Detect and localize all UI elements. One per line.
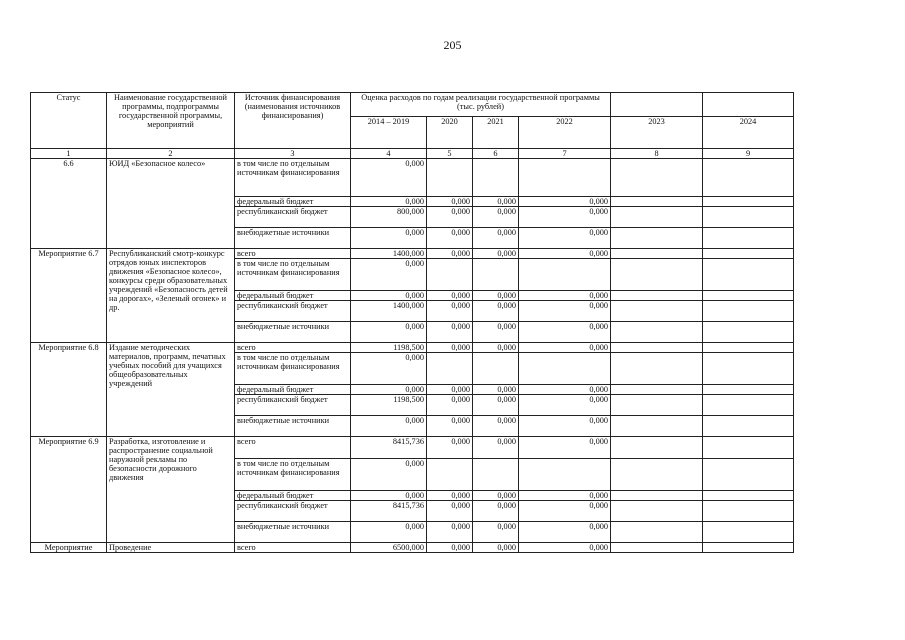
source-cell: внебюджетные источники (235, 322, 351, 343)
source-cell: республиканский бюджет (235, 501, 351, 522)
value-cell: 0,000 (519, 543, 611, 553)
value-cell: 0,000 (473, 385, 519, 395)
value-cell (703, 322, 794, 343)
value-cell (611, 197, 703, 207)
value-cell: 0,000 (427, 228, 473, 249)
value-cell (611, 543, 703, 553)
name-cell: Проведение (107, 543, 235, 553)
value-cell: 0,000 (427, 322, 473, 343)
value-cell: 0,000 (519, 395, 611, 416)
source-cell: в том числе по отдельным источникам финансирования (235, 259, 351, 291)
value-cell: 0,000 (519, 522, 611, 543)
value-cell (703, 437, 794, 459)
source-cell: республиканский бюджет (235, 207, 351, 228)
value-cell: 0,000 (351, 416, 427, 437)
value-cell (611, 501, 703, 522)
value-cell (519, 353, 611, 385)
value-cell: 0,000 (473, 301, 519, 322)
value-cell: 0,000 (427, 416, 473, 437)
value-cell: 0,000 (351, 228, 427, 249)
value-cell: 8415,736 (351, 501, 427, 522)
value-cell: 0,000 (427, 385, 473, 395)
value-cell: 0,000 (473, 437, 519, 459)
value-cell (703, 353, 794, 385)
value-cell (611, 291, 703, 301)
value-cell (611, 322, 703, 343)
column-index: 1 (31, 149, 107, 159)
value-cell (519, 159, 611, 197)
value-cell (703, 416, 794, 437)
value-cell (611, 353, 703, 385)
value-cell: 0,000 (473, 501, 519, 522)
value-cell (611, 207, 703, 228)
value-cell: 0,000 (427, 291, 473, 301)
header-blank (611, 93, 703, 117)
column-index: 8 (611, 149, 703, 159)
value-cell: 0,000 (427, 343, 473, 353)
value-cell: 0,000 (473, 395, 519, 416)
source-cell: республиканский бюджет (235, 395, 351, 416)
value-cell: 0,000 (519, 228, 611, 249)
value-cell: 0,000 (519, 501, 611, 522)
value-cell: 0,000 (473, 291, 519, 301)
value-cell: 0,000 (351, 491, 427, 501)
value-cell (611, 385, 703, 395)
value-cell: 0,000 (351, 459, 427, 491)
value-cell: 0,000 (427, 395, 473, 416)
value-cell: 0,000 (473, 491, 519, 501)
value-cell (703, 522, 794, 543)
source-cell: внебюджетные источники (235, 522, 351, 543)
value-cell: 0,000 (519, 491, 611, 501)
value-cell (703, 249, 794, 259)
value-cell (703, 491, 794, 501)
source-cell: всего (235, 249, 351, 259)
value-cell: 0,000 (427, 207, 473, 228)
value-cell: 0,000 (473, 522, 519, 543)
source-cell: всего (235, 543, 351, 553)
value-cell: 0,000 (473, 228, 519, 249)
value-cell (519, 459, 611, 491)
value-cell: 0,000 (519, 322, 611, 343)
status-cell: Мероприятие (31, 543, 107, 553)
value-cell: 0,000 (519, 437, 611, 459)
value-cell: 0,000 (427, 437, 473, 459)
status-cell: 6.6 (31, 159, 107, 249)
name-cell: Республиканский смотр-конкурс отрядов юных инспекторов движения «Безопасное колесо», конкурсы среди образовательных учреждений «Безопасность детей на дорогах», «Зеленый огонек» и др. (107, 249, 235, 343)
status-cell: Мероприятие 6.8 (31, 343, 107, 437)
table-row (31, 159, 794, 197)
value-cell (703, 395, 794, 416)
value-cell (427, 459, 473, 491)
value-cell (703, 207, 794, 228)
name-cell: Издание методических материалов, программ, печатных учебных пособий для учащихся общеобразовательных учреждений (107, 343, 235, 437)
value-cell (427, 259, 473, 291)
value-cell: 0,000 (473, 322, 519, 343)
value-cell (703, 259, 794, 291)
value-cell: 0,000 (427, 522, 473, 543)
value-cell (703, 228, 794, 249)
value-cell (473, 459, 519, 491)
value-cell: 0,000 (519, 385, 611, 395)
value-cell: 1400,000 (351, 301, 427, 322)
source-cell: федеральный бюджет (235, 291, 351, 301)
value-cell (611, 343, 703, 353)
source-cell: федеральный бюджет (235, 491, 351, 501)
column-index: 3 (235, 149, 351, 159)
source-cell: в том числе по отдельным источникам финансирования (235, 159, 351, 197)
name-cell: Разработка, изготовление и распространение социальной наружной рекламы по безопасности дорожного движения (107, 437, 235, 543)
value-cell: 0,000 (351, 353, 427, 385)
value-cell (703, 459, 794, 491)
value-cell: 0,000 (427, 249, 473, 259)
value-cell: 0,000 (519, 249, 611, 259)
header-year: 2023 (611, 117, 703, 149)
value-cell (703, 159, 794, 197)
value-cell: 0,000 (473, 249, 519, 259)
value-cell: 0,000 (519, 291, 611, 301)
table-row (31, 437, 794, 459)
value-cell: 0,000 (351, 197, 427, 207)
value-cell: 0,000 (351, 385, 427, 395)
value-cell (611, 159, 703, 197)
value-cell (703, 197, 794, 207)
value-cell: 0,000 (519, 197, 611, 207)
value-cell (611, 259, 703, 291)
value-cell: 0,000 (473, 197, 519, 207)
header-name: Наименование государственной программы, подпрограммы государственной программы, мероприятий (107, 93, 235, 149)
value-cell: 0,000 (473, 207, 519, 228)
value-cell (427, 159, 473, 197)
source-cell: республиканский бюджет (235, 301, 351, 322)
value-cell: 0,000 (519, 343, 611, 353)
value-cell: 0,000 (519, 207, 611, 228)
header-blank (703, 93, 794, 117)
value-cell: 0,000 (427, 543, 473, 553)
source-cell: в том числе по отдельным источникам финансирования (235, 353, 351, 385)
table-row (31, 343, 794, 353)
value-cell (473, 259, 519, 291)
source-cell: внебюджетные источники (235, 416, 351, 437)
page-number: 205 (443, 38, 462, 52)
column-index: 2 (107, 149, 235, 159)
value-cell: 0,000 (427, 197, 473, 207)
value-cell: 800,000 (351, 207, 427, 228)
budget-table (30, 92, 794, 553)
source-cell: федеральный бюджет (235, 385, 351, 395)
header-estimate: Оценка расходов по годам реализации государственной программы (тыс. рублей) (351, 93, 611, 117)
header-year: 2021 (473, 117, 519, 149)
value-cell: 0,000 (351, 159, 427, 197)
column-index: 9 (703, 149, 794, 159)
value-cell (427, 353, 473, 385)
source-cell: в том числе по отдельным источникам финансирования (235, 459, 351, 491)
value-cell: 0,000 (427, 491, 473, 501)
column-index: 7 (519, 149, 611, 159)
value-cell: 0,000 (427, 301, 473, 322)
value-cell (703, 291, 794, 301)
value-cell (473, 353, 519, 385)
status-cell: Мероприятие 6.7 (31, 249, 107, 343)
value-cell: 8415,736 (351, 437, 427, 459)
value-cell: 0,000 (351, 522, 427, 543)
value-cell: 0,000 (351, 291, 427, 301)
value-cell: 0,000 (473, 416, 519, 437)
value-cell (611, 491, 703, 501)
value-cell (703, 301, 794, 322)
value-cell: 0,000 (473, 543, 519, 553)
value-cell (611, 459, 703, 491)
header-status: Статус (31, 93, 107, 149)
name-cell: ЮИД «Безопасное колесо» (107, 159, 235, 249)
value-cell (611, 301, 703, 322)
value-cell: 0,000 (473, 343, 519, 353)
value-cell (703, 385, 794, 395)
table-row (31, 249, 794, 259)
value-cell: 1400,000 (351, 249, 427, 259)
value-cell (611, 395, 703, 416)
value-cell: 6500,000 (351, 543, 427, 553)
source-cell: всего (235, 343, 351, 353)
source-cell: федеральный бюджет (235, 197, 351, 207)
value-cell: 0,000 (351, 259, 427, 291)
source-cell: всего (235, 437, 351, 459)
header-year: 2020 (427, 117, 473, 149)
header-year: 2024 (703, 117, 794, 149)
header-source: Источник финансирования (наименования источников финансирования) (235, 93, 351, 149)
column-index: 4 (351, 149, 427, 159)
source-cell: внебюджетные источники (235, 228, 351, 249)
header-year: 2014 – 2019 (351, 117, 427, 149)
value-cell: 1198,500 (351, 395, 427, 416)
column-index: 6 (473, 149, 519, 159)
header-year: 2022 (519, 117, 611, 149)
value-cell (611, 228, 703, 249)
value-cell (703, 543, 794, 553)
value-cell (519, 259, 611, 291)
value-cell (703, 501, 794, 522)
value-cell (611, 416, 703, 437)
status-cell: Мероприятие 6.9 (31, 437, 107, 543)
value-cell (473, 159, 519, 197)
value-cell (611, 249, 703, 259)
column-index: 5 (427, 149, 473, 159)
table-body (31, 159, 794, 553)
value-cell: 0,000 (519, 416, 611, 437)
value-cell (611, 522, 703, 543)
value-cell: 0,000 (519, 301, 611, 322)
value-cell (611, 437, 703, 459)
value-cell: 1198,500 (351, 343, 427, 353)
table-row (31, 543, 794, 553)
value-cell: 0,000 (427, 501, 473, 522)
value-cell (703, 343, 794, 353)
value-cell: 0,000 (351, 322, 427, 343)
